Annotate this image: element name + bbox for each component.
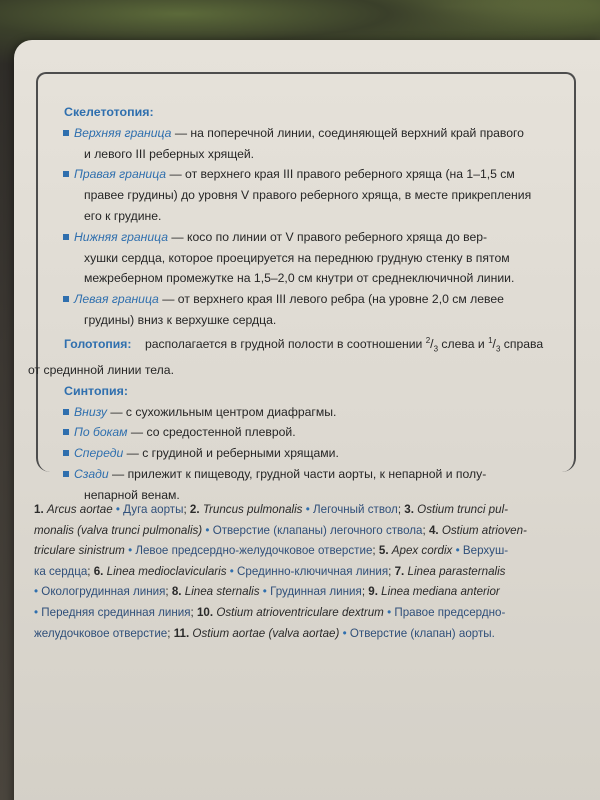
separator-dot-icon: • — [205, 523, 210, 537]
item-text: — косо по линии от V правого реберного хряща до вер- — [168, 229, 488, 244]
fraction-numerator: 2 — [425, 335, 431, 345]
legend-number: 3. — [404, 503, 414, 516]
item-text: — с грудиной и реберными хрящами. — [123, 446, 339, 461]
item-text: — со средостенной плеврой. — [127, 425, 296, 440]
legend-russian: желудочковое отверстие — [34, 626, 168, 640]
square-bullet-icon — [63, 429, 69, 435]
legend-line: • Окологрудинная линия; 8. Linea sternalis • Грудинная линия; 9. Linea mediana anterior — [34, 585, 500, 599]
figure-legend — [34, 500, 580, 644]
legend-number: 4. — [428, 523, 439, 537]
legend-line: 1. Arcus aortae • Дуга аорты; 2. Truncus pulmonalis • Легочный ствол; 3. Ostium trunci pul- — [34, 503, 509, 516]
legend-russian: ка сердца — [34, 564, 88, 578]
item-lead: Правая граница — [74, 167, 167, 182]
legend-latin: Ostium atrioventriculare dextrum — [216, 605, 384, 619]
legend-line: triculare sinistrum • Левое предсердно-желудочковое отверстие; 5. Apex cordix • Верхуш- — [34, 544, 509, 558]
legend-number: 5. — [378, 544, 389, 558]
legend-russian: Грудинная линия — [270, 585, 362, 599]
item-lead: Верхняя граница — [74, 125, 172, 140]
legend-latin: Apex cordix — [391, 544, 453, 558]
item-text: — от верхнего края III правого реберного хряща (на 1–1,5 см — [166, 167, 515, 182]
item-text: — на поперечной линии, соединяющей верхний край правого — [171, 125, 524, 140]
legend-number: 11. — [173, 626, 190, 640]
legend-number: 6. — [93, 564, 104, 578]
legend-latin: Linea sternalis — [184, 585, 260, 599]
legend-latin: Arcus aortae — [46, 503, 113, 516]
separator-dot-icon: • — [115, 503, 120, 516]
syntopy-item-front — [64, 443, 568, 464]
legend-latin: Linea parasternalis — [407, 564, 506, 578]
golotopy-text: располагается в грудной полости в соотношении — [145, 336, 426, 351]
separator-dot-icon: • — [34, 605, 39, 619]
skeletotopy-item-lower — [64, 227, 568, 289]
fraction-numerator: 1 — [488, 335, 493, 345]
golotopy-line2: от срединной линии тела. — [28, 363, 174, 378]
legend-line: monalis (valva trunci pulmonalis) • Отверстие (клапаны) легочного ствола; 4. Ostium atrioven- — [34, 523, 527, 537]
legend-latin: monalis (valva trunci pulmonalis) — [34, 523, 203, 537]
item-text: — от верхнего края III левого ребра (на уровне 2,0 см левее — [158, 292, 504, 307]
legend-latin: Truncus pulmonalis — [202, 503, 303, 516]
item-text: его к грудине. — [84, 208, 162, 223]
item-lead: Внизу — [74, 404, 107, 419]
legend-number: 10. — [196, 605, 214, 619]
legend-russian: Легочный ствол — [313, 503, 398, 516]
legend-russian: Верхуш- — [462, 544, 509, 558]
legend-number: 9. — [368, 585, 378, 599]
item-text: и левого III реберных хрящей. — [84, 146, 255, 161]
golotopy-text: справа — [500, 336, 544, 351]
legend-russian: Срединно-ключичная линия — [237, 564, 389, 578]
separator-dot-icon: • — [387, 605, 392, 619]
legend-russian: Дуга аорты — [123, 503, 184, 516]
legend-russian: Отверстие (клапаны) легочного ствола — [212, 523, 423, 537]
legend-line: • Передняя срединная линия; 10. Ostium atrioventriculare dextrum • Правое предсердно- — [34, 605, 506, 619]
anatomy-text-box — [28, 102, 568, 506]
separator-dot-icon: • — [305, 503, 310, 516]
fraction-denominator: 3 — [495, 344, 501, 354]
square-bullet-icon — [63, 471, 69, 477]
legend-russian: Правое предсердно- — [394, 605, 506, 619]
legend-latin: Ostium atrioven- — [441, 523, 527, 537]
legend-line: ка сердца; 6. Linea medioclavicularis • Срединно-ключичная линия; 7. Linea parasternalis — [34, 564, 506, 578]
item-text: — прилежит к пищеводу, грудной части аорты, к непарной и полу- — [108, 467, 487, 482]
separator-dot-icon: • — [262, 585, 267, 599]
golotopy-text: слева и — [438, 336, 489, 351]
item-lead: Сзади — [74, 467, 109, 482]
legend-russian: Левое предсердно-желудочковое отверстие — [135, 544, 373, 558]
item-text: непарной венам. — [84, 487, 180, 502]
square-bullet-icon — [63, 409, 69, 415]
legend-russian: Передняя срединная линия — [41, 605, 191, 619]
square-bullet-icon — [63, 234, 69, 240]
syntopy-item-sides — [64, 422, 568, 443]
separator-dot-icon: • — [128, 544, 133, 558]
item-lead: Левая граница — [74, 292, 159, 307]
golotopy-paragraph: Голотопия: располагается в грудной полости в соотношении $^2/_3$ слева и $^1/_3$ справа — [64, 335, 544, 354]
legend-latin: Ostium aortae (valva aortae) — [192, 626, 340, 640]
item-lead: По бокам — [74, 425, 128, 440]
legend-latin: triculare sinistrum — [34, 544, 125, 558]
item-text: грудины) вниз к верхушке сердца. — [84, 312, 277, 327]
syntopy-heading: Синтопия: — [64, 383, 128, 398]
skeletotopy-item-left — [64, 289, 568, 331]
legend-latin: Linea medioclavicularis — [106, 564, 227, 578]
separator-dot-icon: • — [229, 564, 234, 578]
syntopy-item-below — [64, 402, 568, 423]
legend-number: 2. — [189, 503, 200, 516]
item-lead: Нижняя граница — [74, 229, 169, 244]
separator-dot-icon: • — [34, 585, 39, 599]
legend-latin: Ostium trunci pul- — [417, 503, 509, 516]
legend-number: 1. — [34, 503, 44, 516]
square-bullet-icon — [63, 296, 69, 302]
legend-latin: Linea mediana anterior — [381, 585, 500, 599]
golotopy-label: Голотопия: — [64, 336, 132, 351]
square-bullet-icon — [63, 130, 69, 136]
legend-number: 8. — [171, 585, 182, 599]
separator-dot-icon: • — [342, 626, 347, 640]
skeletotopy-item-right — [64, 164, 568, 226]
square-bullet-icon — [63, 450, 69, 456]
item-text: хушки сердца, которое проецируется на переднюю грудную стенку в пятом — [84, 250, 510, 265]
legend-line: желудочковое отверстие; 11. Ostium aortae (valva aortae) • Отверстие (клапан) аорты. — [34, 626, 495, 640]
legend-number: 7. — [394, 564, 405, 578]
skeletotopy-item-upper — [64, 123, 568, 165]
separator-dot-icon: • — [455, 544, 460, 558]
legend-russian: Отверстие (клапан) аорты. — [349, 626, 495, 640]
item-text: — с сухожильным центром диафрагмы. — [106, 404, 337, 419]
square-bullet-icon — [63, 171, 69, 177]
item-lead: Спереди — [74, 446, 124, 461]
legend-russian: Окологрудинная линия — [41, 585, 166, 599]
item-text: межреберном промежутке на 1,5–2,0 см кнутри от среднеключичной линии. — [84, 271, 515, 286]
skeletotopy-heading: Скелетотопия: — [64, 105, 154, 119]
item-text: правее грудины) до уровня V правого реберного хряща, в месте прикрепления — [84, 188, 532, 203]
fraction-denominator: 3 — [433, 344, 439, 354]
